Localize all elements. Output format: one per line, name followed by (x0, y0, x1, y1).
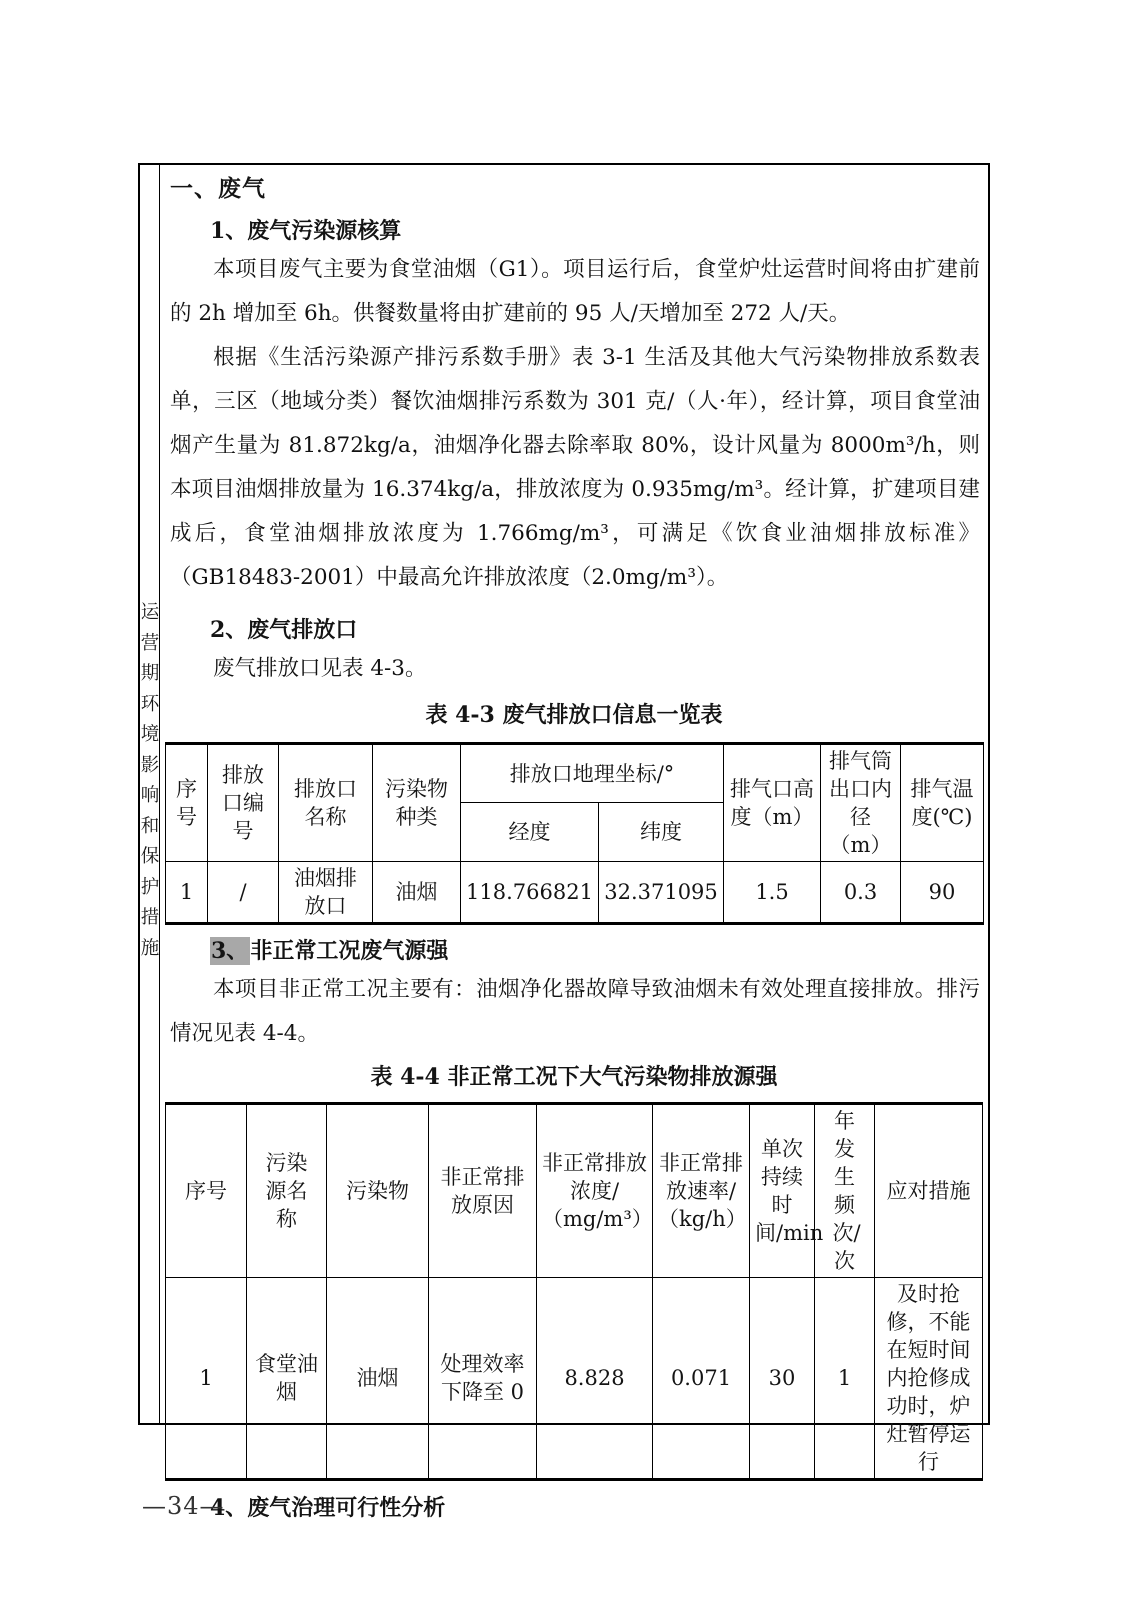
t43-header-outlet-no: 排放口编号 (208, 744, 279, 862)
t43-cell-outlet-height: 1.5 (724, 862, 821, 924)
paragraph-4: 本项目非正常工况主要有：油烟净化器故障导致油烟未有效处理直接排放。排污情况见表 4-4。 (170, 977, 980, 1046)
table-4-4 (165, 1102, 983, 1481)
subsection-3-label: 非正常工况废气源强 (250, 938, 449, 964)
table-4-3-caption: 表 4-3 废气排放口信息一览表 (425, 702, 723, 728)
t44-cell-countermeasure: 及时抢修，不能在短时间内抢修成功时，炉灶暂停运行 (875, 1278, 983, 1480)
t43-cell-latitude: 32.371095 (599, 862, 724, 924)
subsection-1-title: 1、废气污染源核算 (210, 218, 402, 244)
t43-header-coordinates: 排放口地理坐标/° (461, 744, 724, 803)
subsection-4-title: 4、废气治理可行性分析 (210, 1495, 446, 1521)
t43-header-outlet-height: 排气口高度（m） (724, 744, 821, 862)
t43-cell-outlet-name: 油烟排放口 (279, 862, 373, 924)
t43-cell-exhaust-temp: 90 (901, 862, 984, 924)
section-heading-waste-gas: 一、废气 (170, 175, 266, 202)
t44-header-abnormal-rate: 非正常排放速率/（kg/h） (653, 1104, 750, 1278)
t44-header-abnormal-concentration: 非正常排放浓度/（mg/m³） (537, 1104, 653, 1278)
t44-cell-source-name: 食堂油烟 (247, 1278, 327, 1480)
paragraph-3: 废气排放口见表 4-3。 (213, 656, 427, 681)
t44-cell-pollutant: 油烟 (327, 1278, 429, 1480)
t44-header-pollutant: 污染物 (327, 1104, 429, 1278)
t43-header-longitude: 经度 (461, 803, 599, 862)
paragraph-1: 本项目废气主要为食堂油烟（G1）。项目运行后，食堂炉灶运营时间将由扩建前的 2h 增加至 6h。供餐数量将由扩建前的 95 人/天增加至 272 人/天。 (170, 257, 980, 326)
t44-header-countermeasure: 应对措施 (875, 1104, 983, 1278)
t43-cell-longitude: 118.766821 (461, 862, 599, 924)
t44-cell-abnormal-rate: 0.071 (653, 1278, 750, 1480)
highlighted-number: 3、 (211, 938, 249, 964)
sidebar-column (140, 165, 160, 1423)
t43-header-outlet-name: 排放口名称 (279, 744, 373, 862)
t43-header-pollutant-type: 污染物种类 (373, 744, 461, 862)
t44-header-annual-frequency: 年发生频次/次 (815, 1104, 875, 1278)
t44-header-duration: 单次持续时间/min (750, 1104, 815, 1278)
subsection-2-title: 2、废气排放口 (210, 617, 358, 643)
t43-cell-outlet-no: / (208, 862, 279, 924)
t44-header-abnormal-cause: 非正常排放原因 (429, 1104, 537, 1278)
subsection-3-title (210, 934, 988, 965)
t44-cell-index: 1 (166, 1278, 247, 1480)
t44-cell-abnormal-cause: 处理效率下降至 0 (429, 1278, 537, 1480)
t43-header-exhaust-temp: 排气温度(℃) (901, 744, 984, 862)
t44-header-source-name: 污染源名称 (247, 1104, 327, 1278)
t43-cell-pollutant-type: 油烟 (373, 862, 461, 924)
t43-cell-outlet-diameter: 0.3 (821, 862, 901, 924)
t44-header-index: 序号 (166, 1104, 247, 1278)
table-4-4-caption: 表 4-4 非正常工况下大气污染物排放源强 (370, 1064, 778, 1090)
t43-cell-index: 1 (166, 862, 208, 924)
t44-cell-annual-frequency: 1 (815, 1278, 875, 1480)
t44-cell-duration: 30 (750, 1278, 815, 1480)
t43-header-outlet-diameter: 排气筒出口内径（m） (821, 744, 901, 862)
table-4-3 (165, 742, 984, 925)
table-row (166, 862, 984, 924)
paragraph-2: 根据《生活污染源产排污系数手册》表 3-1 生活及其他大气污染物排放系数表单，三区（地域分类）餐饮油烟排污系数为 301 克/（人·年），经计算，项目食堂油烟产生量为 81.872kg/a，油烟净化器去除率取 80%，设计风量为 8000m³/h，则本项目油烟排放量为 16.374kg/a，排放浓度为 0.935mg/m³。经计算，扩建项目建成后，食堂油烟排放浓度为 1.766mg/m³，可满足《饮食业油烟排放标准》（GB18483-2001）中最高允许排放浓度（2.0mg/m³）。 (170, 345, 980, 590)
t43-header-index: 序号 (166, 744, 208, 862)
page-number: —34— (142, 1492, 225, 1520)
table-row (166, 1278, 983, 1480)
t44-cell-abnormal-concentration: 8.828 (537, 1278, 653, 1480)
t43-header-latitude: 纬度 (599, 803, 724, 862)
sidebar-vertical-label: 运营期环境影响和保护措施 (140, 602, 160, 959)
